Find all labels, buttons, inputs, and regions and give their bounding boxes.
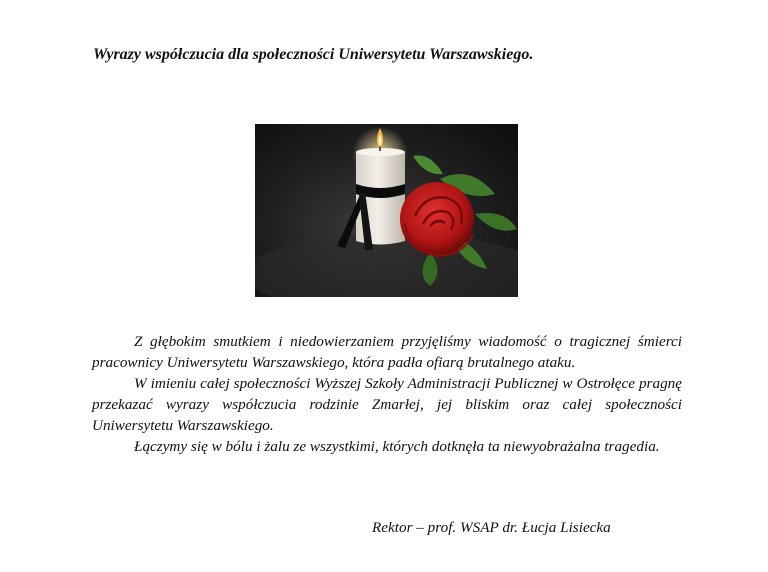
candle-rose-icon (255, 124, 518, 297)
signature: Rektor – prof. WSAP dr. Łucja Lisiecka (372, 519, 611, 536)
memorial-photo (255, 124, 518, 297)
page-title: Wyrazy współczucia dla społeczności Uniwersytetu Warszawskiego. (93, 46, 534, 63)
condolence-text (92, 331, 682, 458)
paragraph-1: Z głębokim smutkiem i niedowierzaniem przyjęliśmy wiadomość o tragicznej śmierci pracownicy Uniwersytetu Warszawskiego, która padła ofiarą brutalnego ataku. (92, 333, 682, 372)
paragraph-3: Łączymy się w bólu i żalu ze wszystkimi, których dotknęła ta niewyobrażalna tragedia. (134, 438, 660, 456)
paragraph-2: W imieniu całej społeczności Wyższej Szkoły Administracji Publicznej w Ostrołęce pragnę przekazać wyrazy współczucia rodzinie Zmarłej, jej bliskim oraz całej społeczności Uniwersytetu Warszawskiego. (92, 375, 682, 435)
